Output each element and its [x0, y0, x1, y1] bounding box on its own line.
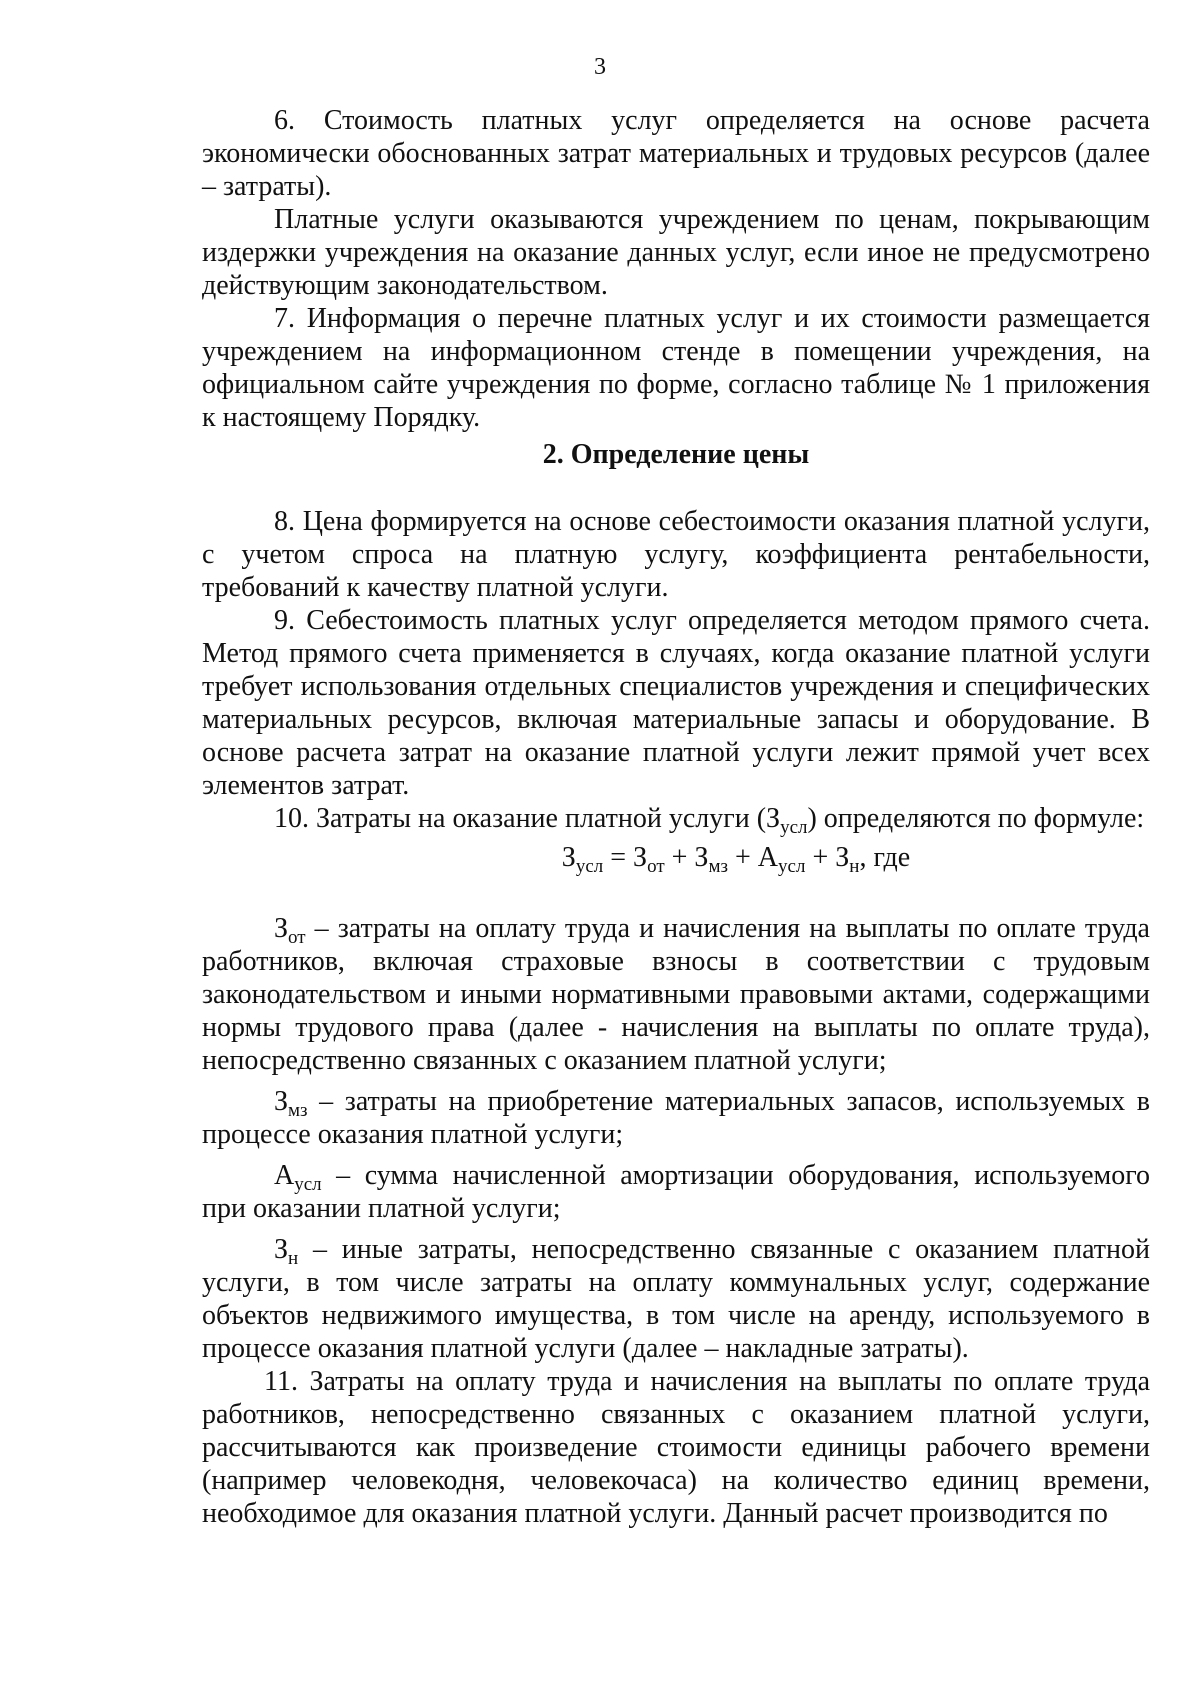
- paragraph-8: 8. Цена формируется на основе себестоимости оказания платной услуги, с учетом спроса на платную услугу, коэффициента рентабельности, требований к качеству платной услуги.: [202, 506, 1150, 603]
- definition-zn-text: – иные затраты, непосредственно связанные с оказанием платной услуги, в том числе затраты на оплату коммунальных услуг, содержание объектов недвижимого имущества, в том числе на аренду, используемого в процессе оказания платной услуги (далее – накладные затраты).: [202, 1234, 1150, 1364]
- paragraph-10-text-start: 10. Затраты на оказание платной услуги (З: [274, 803, 781, 834]
- definition-zn: [202, 1233, 1150, 1365]
- paragraph-6: 6. Стоимость платных услуг определяется на основе расчета экономически обоснованных затрат материальных и трудовых ресурсов (далее – затраты).: [202, 105, 1150, 202]
- page-number: 3: [594, 54, 606, 80]
- document-body: [202, 104, 1150, 1530]
- definition-zmz-text: – затраты на приобретение материальных запасов, используемых в процессе оказания платной услуги;: [202, 1086, 1150, 1150]
- formula-sub-3: мз: [708, 856, 728, 877]
- definition-zot-symbol: З: [274, 913, 289, 944]
- paragraph-10-subscript: усл: [780, 817, 808, 838]
- paragraph-6-continued: Платные услуги оказываются учреждением по ценам, покрывающим издержки учреждения на оказание данных услуг, если иное не предусмотрено действующим законодательством.: [202, 204, 1150, 301]
- cost-formula: [202, 841, 1150, 877]
- formula-sub-1: усл: [575, 856, 604, 877]
- paragraph-11: 11. Затраты на оплату труда и начисления на выплаты по оплате труда работников, непосредственно связанных с оказанием платной услуги, рассчитываются как произведение стоимости единицы рабочего времени (например человекодня, человекочаса) на количество единиц времени, необходимое для оказания платной услуги. Данный расчет производится по: [202, 1366, 1150, 1529]
- formula-term-2: = З: [603, 842, 648, 873]
- formula-term-5: + З: [805, 842, 850, 873]
- paragraph-10-text-end: ) определяются по формуле:: [807, 803, 1145, 834]
- definition-zmz-symbol: З: [274, 1086, 289, 1117]
- definition-zn-symbol: З: [274, 1234, 289, 1265]
- definition-zot-subscript: от: [288, 927, 306, 948]
- section-heading: 2. Определение цены: [542, 439, 810, 470]
- formula-sub-2: от: [647, 856, 665, 877]
- formula-term-4: + А: [728, 842, 779, 873]
- definition-zmz: [202, 1085, 1150, 1151]
- definition-zn-subscript: н: [288, 1248, 299, 1269]
- formula-term-1: З: [561, 842, 576, 873]
- paragraph-7: 7. Информация о перечне платных услуг и их стоимости размещается учреждением на информационном стенде в помещении учреждения, на официальном сайте учреждения по форме, согласно таблице № 1 приложения к настоящему Порядку.: [202, 303, 1150, 433]
- definition-zot-text: – затраты на оплату труда и начисления на выплаты по оплате труда работников, включая страховые взносы в соответствии с трудовым законодательством и иными нормативными правовыми актами, содержащими нормы трудового права (далее - начисления на выплаты по оплате труда), непосредственно связанных с оказанием платной услуги;: [202, 913, 1150, 1076]
- definition-zmz-subscript: мз: [288, 1100, 308, 1121]
- formula-sub-5: н: [849, 856, 860, 877]
- definition-ausl-subscript: усл: [294, 1174, 322, 1195]
- paragraph-10: [202, 802, 1150, 838]
- formula-term-6: , где: [859, 842, 911, 873]
- definition-ausl-symbol: А: [274, 1160, 295, 1191]
- formula-sub-4: усл: [778, 856, 806, 877]
- definition-ausl-text: – сумма начисленной амортизации оборудования, используемого при оказании платной услуги;: [202, 1160, 1150, 1224]
- paragraph-9: 9. Себестоимость платных услуг определяется методом прямого счета. Метод прямого счета применяется в случаях, когда оказание платной услуги требует использования отдельных специалистов учреждения и специфических материальных ресурсов, включая материальные запасы и оборудование. В основе расчета затрат на оказание платной услуги лежит прямой учет всех элементов затрат.: [202, 605, 1150, 801]
- formula-term-3: + З: [664, 842, 709, 873]
- definition-zot: [202, 912, 1150, 1077]
- definition-ausl: [202, 1159, 1150, 1225]
